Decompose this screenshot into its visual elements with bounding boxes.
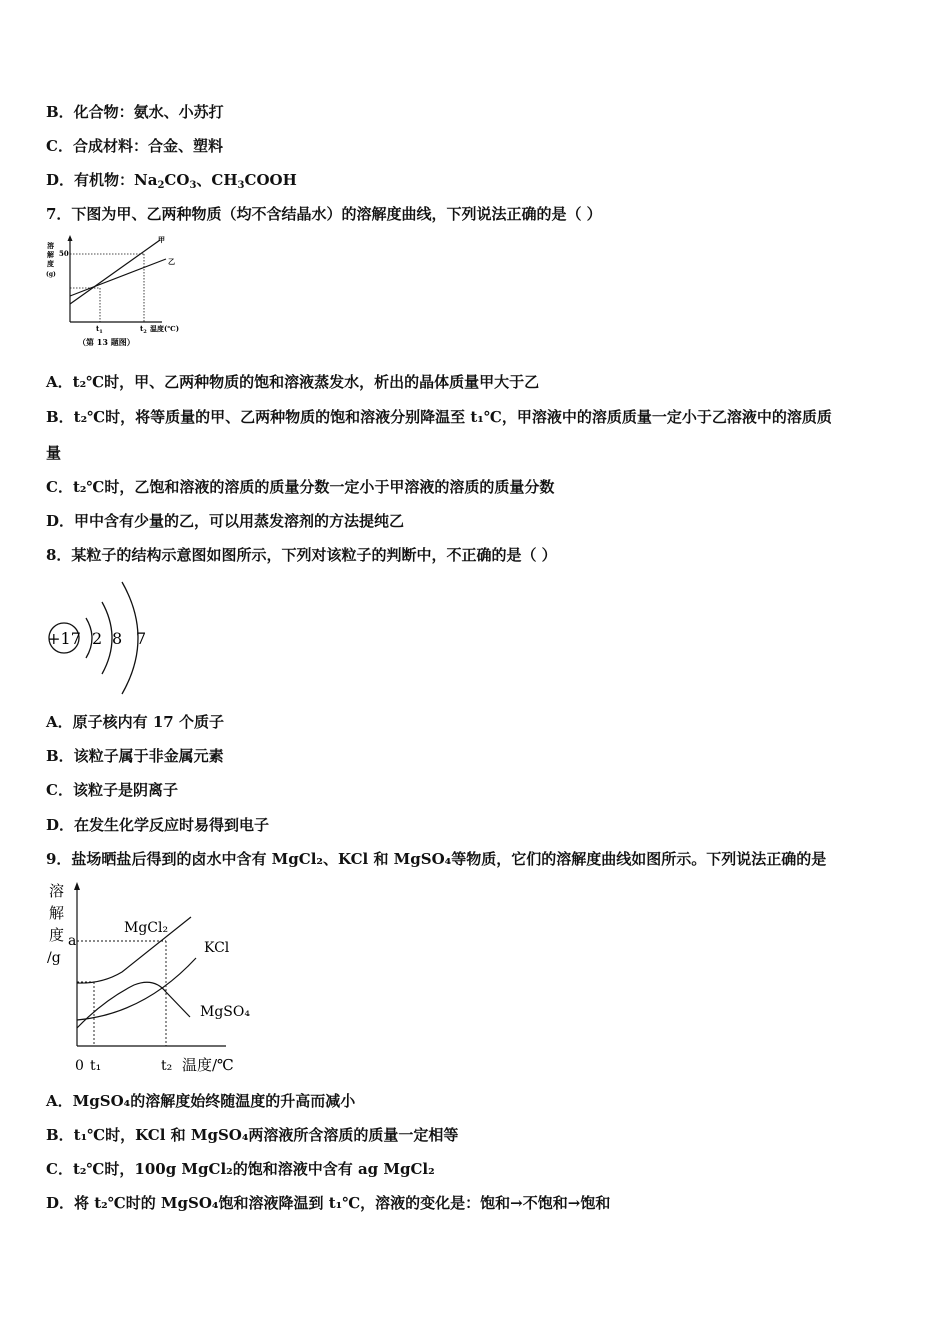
q9-option-d: D．将 t₂℃时的 MgSO₄饱和溶液降温到 t₁℃，溶液的变化是：饱和→不饱和→饱和: [46, 1194, 611, 1212]
q6-option-b: B．化合物：氨水、小苏打: [46, 103, 224, 121]
q7-ylabel: 解: [47, 250, 54, 259]
q8-stem: 8．某粒子的结构示意图如图所示，下列对该粒子的判断中，不正确的是（ ）: [46, 546, 557, 564]
q9-origin-label: 0: [75, 1058, 84, 1074]
q7-t1-text: t: [96, 324, 100, 333]
q6-option-d-part: CO: [164, 171, 190, 189]
q8-shell-3-electrons: 7: [136, 629, 147, 648]
q7-curve-jia-label: 甲: [158, 235, 165, 244]
q8-option-c: C．该粒子是阴离子: [46, 781, 178, 799]
q7-y-arrow: [68, 235, 73, 241]
q7-solubility-figure: [44, 234, 194, 352]
q8-atom-structure-figure: [44, 578, 164, 698]
q6-option-d: [46, 170, 297, 190]
q9-mgcl2-label: MgCl₂: [124, 920, 169, 936]
q8-nucleus-label: +17: [47, 629, 81, 648]
q7-t2-text: t: [140, 324, 144, 333]
q7-ylabel: 溶: [47, 241, 54, 250]
q6-option-d-sub: 3: [189, 180, 197, 191]
q9-option-b: B．t₁℃时，KCl 和 MgSO₄两溶液所含溶质的质量一定相等: [46, 1126, 459, 1144]
q9-mgso4-label: MgSO₄: [200, 1004, 250, 1020]
q7-stem: 7．下图为甲、乙两种物质（均不含结晶水）的溶解度曲线，下列说法正确的是（ ）: [46, 205, 602, 223]
q6-option-d-part: 、CH: [196, 171, 238, 189]
q8-option-a: A．原子核内有 17 个质子: [46, 713, 224, 731]
q7-ylabel: (g): [46, 271, 56, 278]
q6-option-d-part: D．有机物：Na: [46, 171, 158, 189]
q7-t1-sub: 1: [99, 329, 103, 335]
q9-solubility-figure: [44, 880, 250, 1080]
q7-option-b: B．t₂℃时，将等质量的甲、乙两种物质的饱和溶液分别降温至 t₁℃，甲溶液中的溶质质量一定小于乙溶液中的溶质质: [46, 408, 832, 426]
q9-option-a: A．MgSO₄的溶解度始终随温度的升高而减小: [46, 1092, 356, 1110]
q9-t2-label: t₂: [161, 1058, 173, 1074]
q9-ylabel: 解: [49, 904, 65, 922]
q9-xlabel: 温度/℃: [182, 1056, 234, 1074]
q7-option-d: D．甲中含有少量的乙，可以用蒸发溶剂的方法提纯乙: [46, 512, 405, 530]
q6-option-c: C．合成材料：合金、塑料: [46, 137, 223, 155]
q7-t2-sub: 2: [143, 329, 147, 335]
q9-kcl-label: KCl: [204, 940, 230, 956]
q9-ylabel: 溶: [49, 882, 65, 900]
q6-option-d-sub: 3: [237, 180, 245, 191]
q9-a-label: a: [68, 933, 77, 949]
q7-ylabel: 度: [47, 259, 54, 268]
q7-curve-jia: [70, 240, 160, 304]
q8-shell-2: [102, 602, 112, 674]
q7-curve-yi-label: 乙: [168, 257, 175, 266]
q9-ylabel: 度: [49, 926, 65, 944]
q6-option-d-part: COOH: [244, 171, 297, 189]
q7-option-a: A．t₂℃时，甲、乙两种物质的饱和溶液蒸发水，析出的晶体质量甲大于乙: [46, 373, 540, 391]
q7-option-c: C．t₂℃时，乙饱和溶液的溶质的质量分数一定小于甲溶液的溶质的质量分数: [46, 478, 555, 496]
q7-curve-yi: [70, 259, 166, 296]
q7-option-b-continued: 量: [46, 444, 62, 462]
q7-caption: （第 13 题图）: [78, 337, 135, 347]
q8-option-d: D．在发生化学反应时易得到电子: [46, 816, 270, 834]
q9-ylabel: /g: [47, 950, 61, 966]
q8-shell-1-electrons: 2: [92, 629, 103, 648]
q8-option-b: B．该粒子属于非金属元素: [46, 747, 224, 765]
q7-t2-label: [140, 324, 147, 335]
q9-option-c: C．t₂℃时，100g MgCl₂的饱和溶液中含有 ag MgCl₂: [46, 1160, 435, 1178]
q9-t1-label: t₁: [90, 1058, 102, 1074]
q7-xlabel: 温度(℃): [150, 324, 180, 333]
q9-stem: 9．盐场晒盐后得到的卤水中含有 MgCl₂、KCl 和 MgSO₄等物质，它们的溶解度曲线如图所示。下列说法正确的是: [46, 850, 827, 868]
q8-shell-2-electrons: 8: [112, 629, 123, 648]
q7-t1-label: [96, 324, 103, 335]
q9-y-arrow: [74, 882, 80, 890]
q6-option-d-sub: 2: [157, 180, 165, 191]
q7-y50-label: 50: [59, 249, 69, 258]
